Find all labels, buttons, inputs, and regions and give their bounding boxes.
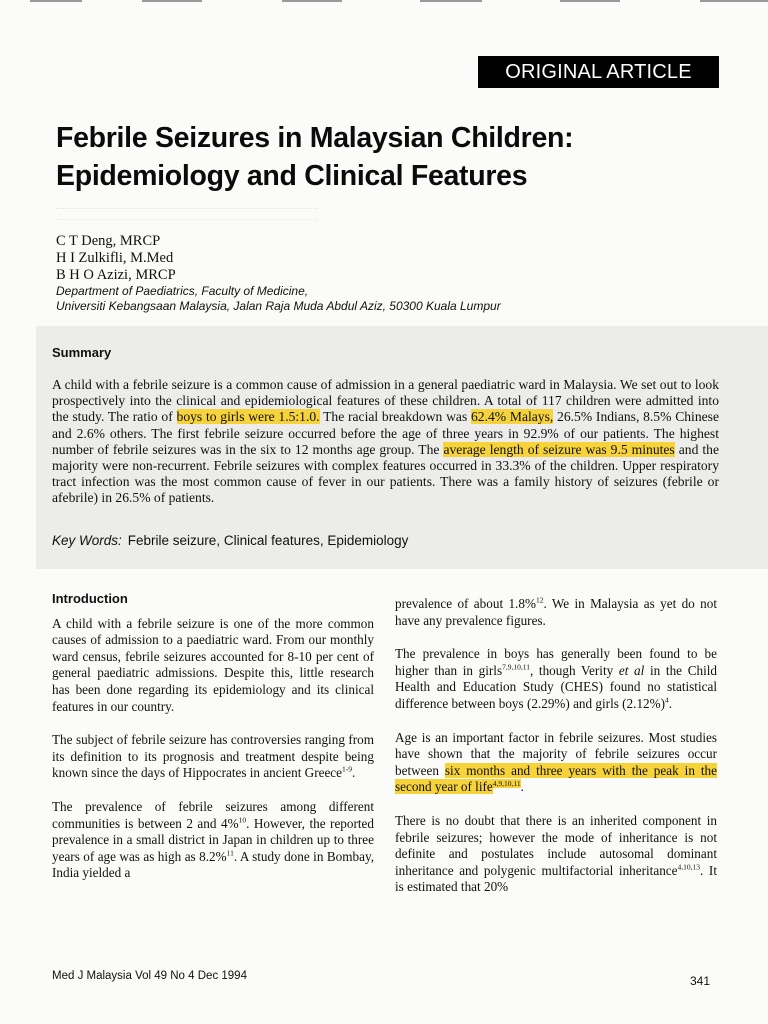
paragraph-text: . xyxy=(668,695,673,711)
key-words xyxy=(52,533,408,548)
citation: 4,9,10,11 xyxy=(492,778,521,788)
summary-text: 26.5% Indians, 8.5% Chinese and 2.6% others. The first febrile seizure occurred before the age of three years in 92.9% of our patients. The highest number of febrile seizures was in the six to 12 months age group. The xyxy=(52,409,719,457)
summary-text: The racial breakdown was xyxy=(319,409,471,425)
top-rule xyxy=(700,0,768,2)
paragraph-text: The prevalence of febrile seizures among different communities is between 2 and 4% xyxy=(52,798,374,831)
title-line-2: Epidemiology and Clinical Features xyxy=(56,160,528,192)
top-rule xyxy=(30,0,82,2)
paragraph-text: in the Child Health and Education Study (CHES) found no statistical difference between boys (2.29%) and girls (2.12%) xyxy=(395,662,718,711)
page-number: 341 xyxy=(690,974,711,988)
paragraph-text: Age is an important factor in febrile seizures. Most studies have shown that the majority of febrile seizures occur between xyxy=(395,729,717,778)
left-column xyxy=(52,591,374,899)
citation: 10 xyxy=(238,815,247,825)
key-words-value: Febrile seizure, Clinical features, Epidemiology xyxy=(127,533,409,548)
author: C T Deng, MRCP xyxy=(56,233,161,249)
introduction-heading: Introduction xyxy=(52,591,128,606)
top-rule xyxy=(282,0,342,2)
highlighted-text: average length of seizure was 9.5 minutes xyxy=(443,441,675,457)
faded-print-strip xyxy=(56,208,318,220)
paragraph-text: . xyxy=(352,765,356,781)
key-words-label: Key Words: xyxy=(52,533,122,548)
paragraph-text: The subject of febrile seizure has controversies ranging from its definition to its prognosis and treatment despite being known since the days of Hippocrates in ancient Greece xyxy=(52,732,374,781)
author-list xyxy=(56,233,176,284)
italic-text: et al xyxy=(618,662,645,678)
summary-heading: Summary xyxy=(52,345,112,360)
paragraph-text: . However, the reported prevalence in a small district in Japan in children up to three years of age was as high as 8.2% xyxy=(52,815,374,864)
paragraph-text: A child with a febrile seizure is one of the more common causes of admission to a paediatric ward. From our monthly ward census, febrile seizures accounted for 8-10 per cent of general paediatric admissions. Despite this, little research has been done regarding its epidemiology and its clinical features in our country. xyxy=(52,615,374,714)
title-line-1: Febrile Seizures in Malaysian Children: xyxy=(56,122,574,154)
paragraph-text: There is no doubt that there is an inherited component in febrile seizures; however the mode of inheritance is not definite and postulates include autosomal dominant inheritance and polygenic multifactorial inheritance xyxy=(395,812,717,878)
article-type-badge: ORIGINAL ARTICLE xyxy=(478,56,719,88)
citation: 4,10,13 xyxy=(677,862,700,872)
paragraph-text: . A study done in Bombay, India yielded a xyxy=(52,848,374,881)
affiliation-line: Department of Paediatrics, Faculty of Medicine, xyxy=(56,284,309,298)
top-rule xyxy=(142,0,202,2)
article-title xyxy=(56,119,716,195)
summary-text: A child with a febrile seizure is a common cause of admission in a general paediatric ward in Malaysia. We set out to look prospectively into the clinical and epidemiological features of these children. A total of 117 children were admitted into the study. The ratio of xyxy=(52,377,719,425)
paragraph-text: . We in Malaysia as yet do not have any prevalence figures. xyxy=(395,596,717,628)
highlighted-text: 62.4% Malays, xyxy=(471,409,554,425)
summary-body xyxy=(52,377,719,507)
author: H I Zulkifli, M.Med xyxy=(56,250,174,266)
paragraph xyxy=(52,732,374,782)
paragraph-text: , though Verity xyxy=(529,662,619,678)
paragraph-text: . xyxy=(520,779,524,795)
paragraph-text: The prevalence in boys has generally been found to be higher than in girls xyxy=(395,646,717,678)
paragraph xyxy=(395,730,717,796)
top-rule xyxy=(420,0,482,2)
paragraph xyxy=(395,813,717,896)
highlighted-text: boys to girls were 1.5:1.0. xyxy=(176,409,320,425)
citation: 4 xyxy=(665,695,669,705)
citation: 11 xyxy=(226,848,234,858)
right-column xyxy=(395,596,717,913)
affiliation-line: Universiti Kebangsaan Malaysia, Jalan Raja Muda Abdul Aziz, 50300 Kuala Lumpur xyxy=(56,299,501,313)
affiliation xyxy=(56,284,501,314)
highlighted-text: six months and three years with the peak in the second year of life xyxy=(395,762,718,795)
journal-footer: Med J Malaysia Vol 49 No 4 Dec 1994 xyxy=(52,970,247,982)
summary-text: and the majority were non-recurrent. Febrile seizures with complex features occurred in 33.3% of the children. Upper respiratory tract infection was the most common cause of fever in our patients. There was a family history of seizures (febrile or afebrile) in 26.5% of patients. xyxy=(52,441,719,506)
paragraph xyxy=(52,616,374,716)
top-rule xyxy=(560,0,620,2)
author: B H O Azizi, MRCP xyxy=(56,267,176,283)
paragraph xyxy=(395,596,717,629)
paragraph-text: . It is estimated that 20% xyxy=(395,862,717,895)
paragraph xyxy=(52,799,374,882)
citation: 7,9,10,11 xyxy=(502,662,530,672)
citation: 1-9 xyxy=(342,764,353,774)
paragraph-text: prevalence of about 1.8% xyxy=(395,596,536,611)
citation: 12 xyxy=(535,595,544,605)
paragraph xyxy=(395,646,717,712)
